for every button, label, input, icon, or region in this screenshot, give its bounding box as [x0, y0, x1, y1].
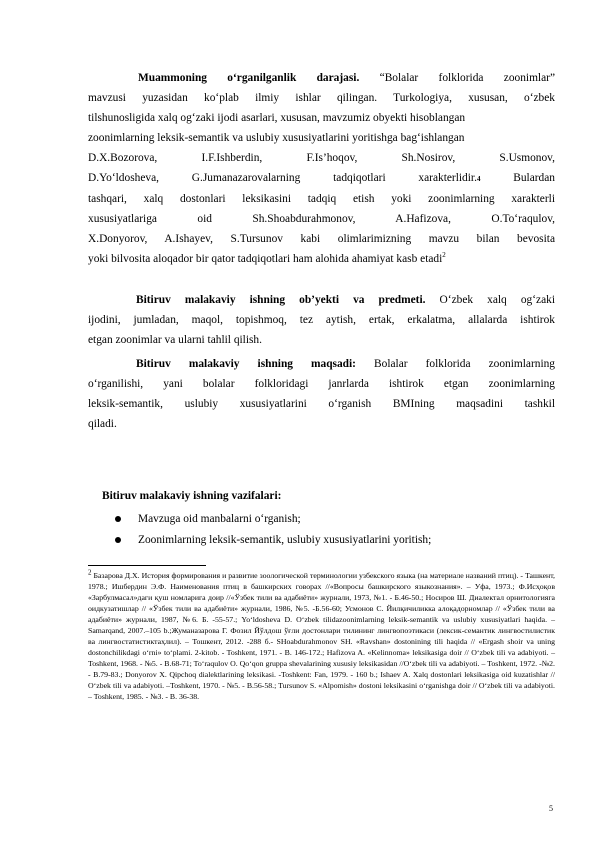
text-line: o‘rganilishi, yani bolalar folkloridagi janrlarda ishtirok etgan zoonimlarning — [88, 378, 555, 390]
footnote-mark: 2 — [88, 568, 92, 577]
text-line: xususiyatlariga oid Sh.Shoabdurahmonov, A.Hafizova, O.To‘raqulov, — [88, 213, 555, 225]
paragraph-goal — [88, 354, 555, 434]
text-line: etgan zoonimlar va ularni tahlil qilish. — [88, 334, 262, 346]
footnote-ref-small: 4 — [476, 175, 481, 183]
page-number: 5 — [549, 804, 553, 813]
footnote — [88, 570, 555, 702]
section-label: Muammoning o‘rganilganlik darajasi. — [138, 72, 360, 84]
bullet-icon — [115, 516, 121, 522]
paragraph-object-subject — [88, 290, 555, 350]
text-line: zoonimlarning leksik-semantik va uslubiy xususiyatlarini yoritishga bag‘ishlangan — [88, 132, 465, 144]
text-line: Muammoning o‘rganilganlik darajasi. “Bolalar folklorida zoonimlar” — [138, 72, 556, 84]
text-line: leksik-semantik, uslubiy xususiyatlarini o‘rganish BMIning maqsadini tashkil — [88, 398, 555, 410]
footnote-separator — [88, 565, 206, 566]
tasks-heading: Bitiruv malakaviy ishning vazifalari: — [102, 490, 282, 502]
list-item: Mavzuga oid manbalarni o‘rganish; — [88, 509, 555, 529]
tasks-list — [88, 509, 555, 550]
text-line: Bitiruv malakaviy ishning ob’yekti va predmeti. O‘zbek xalq og‘zaki — [136, 294, 555, 306]
text-line: qiladi. — [88, 418, 117, 430]
section-label: Bitiruv malakaviy ishning maqsadi: — [136, 358, 356, 370]
text-line: yoki bilvosita aloqador bir qator tadqiqotlari ham alohida ahamiyat kasb etadi$^2$ — [88, 251, 446, 265]
list-item: Zoonimlarning leksik-semantik, uslubiy xususiyatlarini yoritish; — [88, 530, 555, 550]
paragraph-research-degree — [88, 68, 555, 269]
bullet-icon — [115, 537, 121, 543]
text-line: D.X.Bozorova, I.F.Ishberdin, F.Is’hoqov, Sh.Nosirov, S.Usmonov, — [88, 152, 555, 164]
text-line: X.Donyorov, A.Ishayev, S.Tursunov kabi olimlarimizning mavzu bilan bevosita — [88, 233, 555, 245]
text-line: ijodini, jumladan, maqol, topishmoq, tez aytish, ertak, erkalatma, allalarda ishtirok — [88, 314, 555, 326]
text-line: tilshunosligida xalq og‘zaki ijodi asarlari, xususan, mavzumiz obyekti hisoblangan — [88, 112, 466, 124]
text-line: D.Yo‘ldosheva, G.Jumanazarovalarning tadqiqotlari xarakterlidir.4 Bulardan — [88, 172, 556, 184]
text-line: Bitiruv malakaviy ishning maqsadi: Bolalar folklorida zoonimlarning — [136, 358, 555, 370]
footnote-ref: 2 — [442, 251, 446, 260]
section-label: Bitiruv malakaviy ishning ob’yekti va predmeti. — [136, 294, 426, 306]
text-line: mavzusi yuzasidan ko‘plab ilmiy ishlar qilingan. Turkologiya, xususan, o‘zbek — [88, 92, 555, 104]
text-line: tashqari, xalq dostonlari leksikasini tadqiq etish yoki zoonimlarning xarakterli — [88, 193, 555, 205]
footnote-text: Базарова Д.Х. История формирования и развитие зоологической терминологии узбекского языка (на материале названий птиц). - Ташкент, 1978.; Ишбердин Э.Ф. Наименования птиц в башкирских говорах //«Вопросы башкирского языкознания». – Уфа, 1973.; Ф.Исҳоқов «Зарбулмасал»даги қуш номларига доир //«Ўзбек тили ва адабиёти» журнали, 1973, №1. - Б.46-50.; Носиров Ш. Диалектал орнитологияга оидкузатишлар // «Ўзбек тили ва адабиёти» журнали, 1986, №5. -Б.56-60; Усмонов С. Йилқичиликка алоқадорномлар // «Ўзбек тили ва адабиёти» журнали, 1987, №6. Б. -55-57.; Yo‘ldosheva D. O‘zbek tilidazoonimlarning leksik-semantik va uslubiy xususiyatlari haqida. – Samarqand, 2007.–105 b.;Жуманазарова Г. Фозил Йўлдош ўғли достонлари тилининг лингвопоэтикаси (лексик-семантик лингвостилистик ва лингвостатистиктаҳлил). – Тошкент, 2012. -288 б.- SHoabdurahmonov SH. «Ravshan» dostonining tili haqida // «Ergash shoir va uning dostonchilikdagi o‘rni» to‘plami. 2-kitob. - Toshkent, 1971. - B. 146-172.; Hafizova A. «Kelinnoma» leksikasiga doir // O‘zbek tili va adabiyoti. – Toshkent, 1968. - №5. - B.68-71; To‘raqulov O. Qo‘qon gruppa shevalarining xususiy leksikasidan //O‘zbek tili va adabiyoti. – Toshkent, 1972. -№2. - B.79-83.; Donyorov X. Qipchoq dialektlarining leksikasi. -Toshkent: Fan, 1979. - 160 b.; Ishaev A. Xalq dostonlari leksikasiga oid kuzatishlar // O‘zbek tili va adabiyoti. –Toshkent, 1970. - №5. - B.56-58.; Tursunov S. «Alpomish» dostoni leksikasini o‘rganishga doir // O‘zbek tili va adabiyoti. – Toshkent, 1985. - №3. - B. 36-38. — [88, 571, 555, 701]
